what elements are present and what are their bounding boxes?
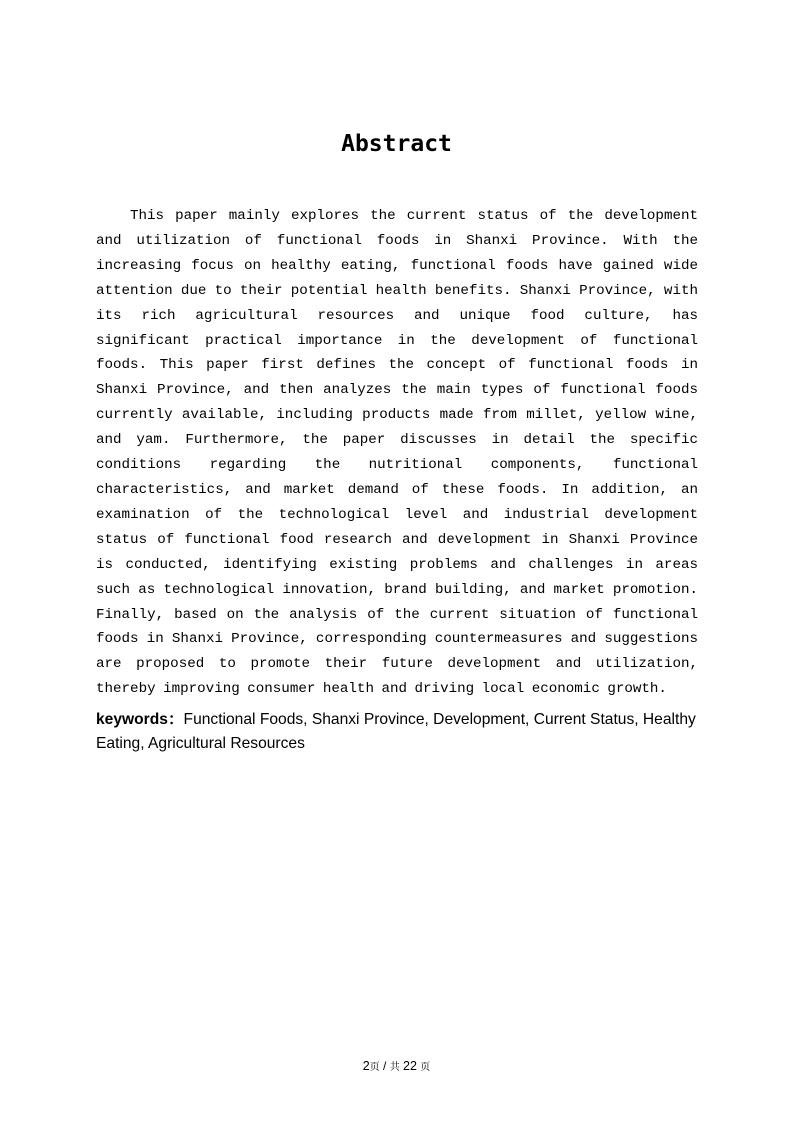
keywords-text: Functional Foods, Shanxi Province, Development, Current Status, Healthy Eating, Agricultural Resources: [96, 711, 696, 752]
keywords-label: keywords：: [96, 711, 184, 728]
page-char: 页: [369, 1062, 380, 1073]
total-page-number: 22: [403, 1059, 417, 1073]
page-separator: /: [379, 1059, 390, 1073]
page-footer: [0, 1057, 793, 1077]
abstract-title: Abstract: [341, 131, 452, 157]
abstract-paragraph: This paper mainly explores the current status of the development and utilization of functional foods in Shanxi Province. With the increasing focus on healthy eating, functional foods have gained wide attention due to their potential health benefits. Shanxi Province, with its rich agricultural resources and unique food culture, has significant practical importance in the development of functional foods. This paper first defines the concept of functional foods in Shanxi Province, and then analyzes the main types of functional foods currently available, including products made from millet, yellow wine, and yam. Furthermore, the paper discusses in detail the specific conditions regarding the nutritional components, functional characteristics, and market demand of these foods. In addition, an examination of the technological level and industrial development status of functional food research and development in Shanxi Province is conducted, identifying existing problems and challenges in areas such as technological innovation, brand building, and market promotion. Finally, based on the analysis of the current situation of functional foods in Shanxi Province, corresponding countermeasures and suggestions are proposed to promote their future development and utilization, thereby improving consumer health and driving local economic growth.: [96, 208, 698, 698]
total-suffix: 页: [420, 1062, 431, 1073]
keywords-line: [96, 708, 698, 755]
current-page-number: 2: [362, 1059, 370, 1073]
total-prefix: 共: [389, 1062, 400, 1073]
